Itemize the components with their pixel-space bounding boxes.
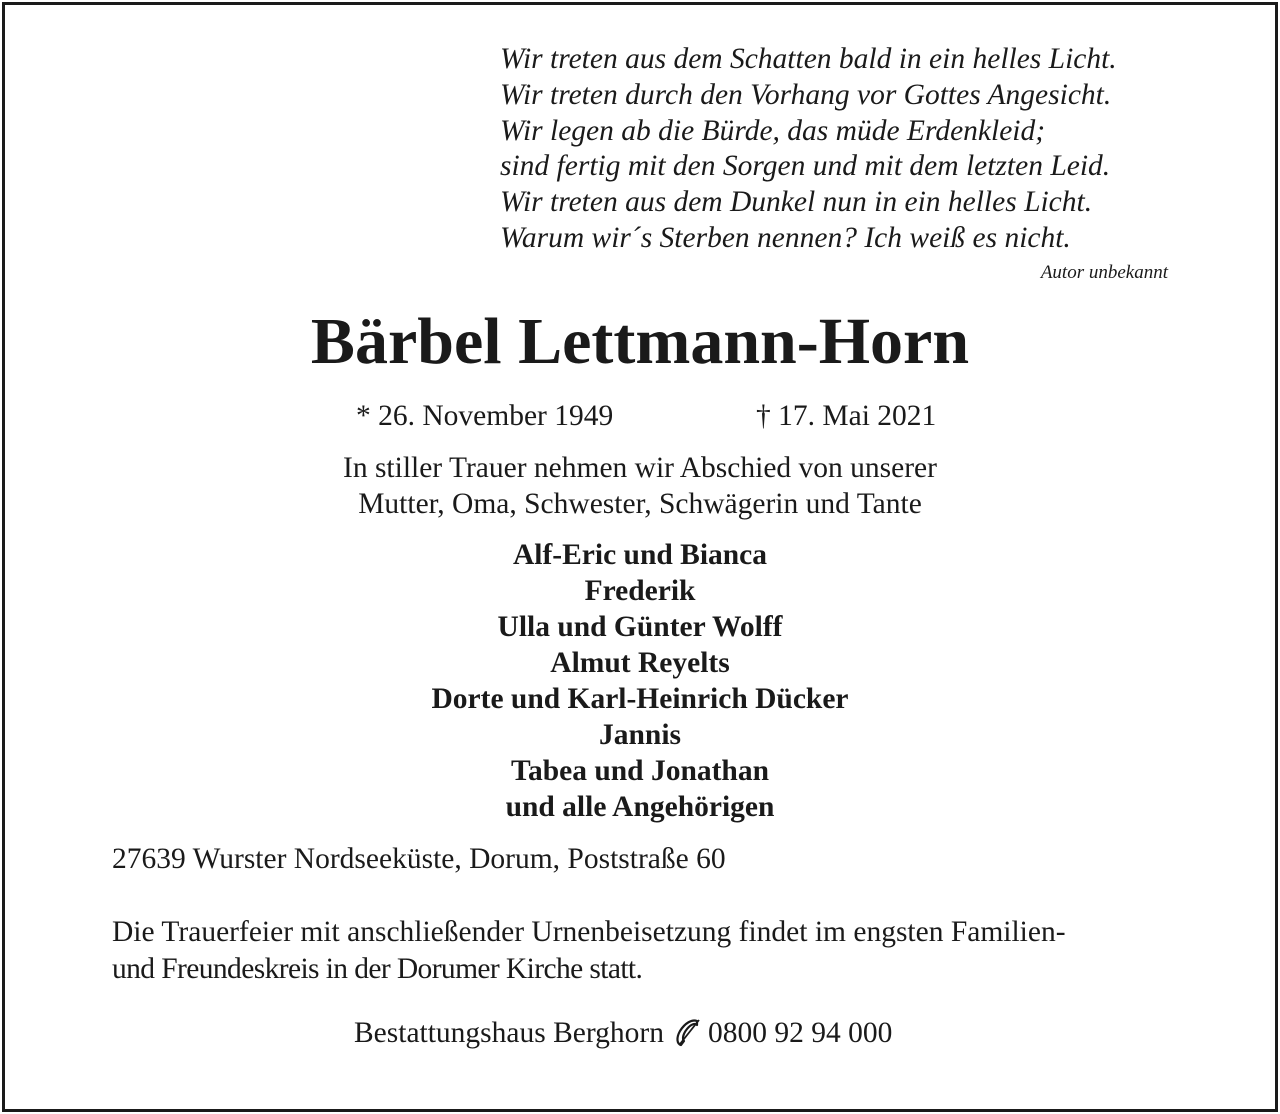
mourner-name: Tabea und Jonathan	[511, 755, 769, 787]
farewell-line: Mutter, Oma, Schwester, Schwägerin und Tante	[358, 488, 922, 520]
farewell-line: In stiller Trauer nehmen wir Abschied von unserer	[343, 452, 937, 484]
deceased-name: Bärbel Lettmann-Horn	[310, 305, 970, 378]
mourner-name: Alf-Eric und Bianca	[512, 539, 768, 571]
poem-line: Wir treten aus dem Dunkel nun in ein helles Licht.	[500, 186, 1093, 219]
poem-line: Wir treten durch den Vorhang vor Gottes Angesicht.	[500, 78, 1112, 111]
mourner-name: und alle Angehörigen	[505, 791, 775, 823]
birth-date: * 26. November 1949	[356, 400, 614, 432]
poem-line: Wir legen ab die Bürde, das müde Erdenkleid;	[500, 114, 1046, 147]
farewell-text	[0, 450, 1280, 522]
poem	[500, 42, 1220, 257]
death-date: † 17. Mai 2021	[756, 400, 937, 432]
poem-line: Warum wir´s Sterben nennen? Ich weiß es nicht.	[500, 221, 1071, 254]
ceremony-line: Die Trauerfeier mit anschließender Urnenbeisetzung findet im engsten Familien-	[112, 916, 1066, 948]
poem-author: Autor unbekannt	[1040, 262, 1168, 283]
mourner-name: Almut Reyelts	[550, 647, 730, 679]
ceremony-line: und Freundeskreis in der Dorumer Kirche statt.	[112, 953, 643, 985]
mourner-name: Frederik	[584, 575, 696, 607]
funeral-home-contact	[354, 1017, 892, 1050]
ceremony-notice	[112, 914, 1066, 988]
poem-line: sind fertig mit den Sorgen und mit dem letzten Leid.	[500, 150, 1111, 183]
poem-line: Wir treten aus dem Schatten bald in ein helles Licht.	[500, 43, 1117, 75]
mourners-list	[0, 537, 1280, 825]
phone-handset-icon	[672, 1018, 706, 1048]
funeral-home-name: Bestattungshaus Berghorn	[354, 1017, 664, 1049]
mourner-name: Jannis	[599, 719, 681, 751]
mourner-name: Dorte und Karl-Heinrich Dücker	[431, 683, 849, 715]
family-address: 27639 Wurster Nordseeküste, Dorum, Poststraße 60	[112, 843, 726, 875]
phone-number: 0800 92 94 000	[708, 1017, 893, 1049]
mourner-name: Ulla und Günter Wolff	[497, 611, 783, 643]
